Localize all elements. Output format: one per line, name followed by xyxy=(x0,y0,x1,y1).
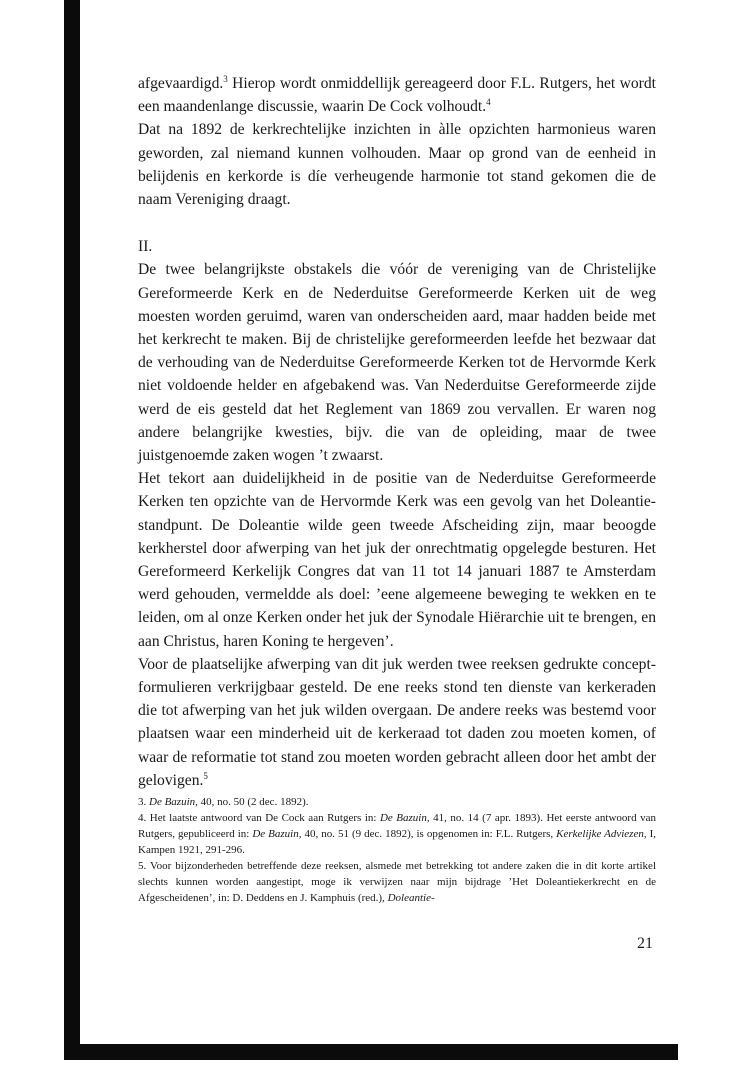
paragraph: afgevaardigd.$^3$ Hierop wordt onmiddellijk gereageerd door F.L. Rutgers, het wordt een maandenlange discussie, waarin De Cock volhoudt.$^4$ xyxy=(138,74,656,116)
footnote: 5. Voor bijzonderheden betreffende deze reeksen, alsmede met betrekking tot andere zaken die in dit korte artikel slechts kunnen worden aangestipt, moge ik verwijzen naar mijn bijdrage ’Het Doleantiekerkrecht en de Afgescheidenen’, in: D. Deddens en J. Kamphuis (red.), Doleantie- xyxy=(138,860,656,904)
footnote-ref[interactable]: 4 xyxy=(486,97,491,108)
paragraph: Voor de plaatselijke afwerping van dit juk werden twee reeksen gedrukte concept-formulieren verkrijgbaar gesteld. De ene reeks stond ten dienste van kerkeraden die tot afwerping van het juk wilden overgaan. De andere reeks was bestemd voor plaatsen waar een minderheid uit de kerkeraad tot daden zou moeten komen, of waar de reformatie tot stand zou moeten worden gebracht alleen door het ambt der gelovigen.$^5$ xyxy=(138,655,656,789)
scan-edge-left xyxy=(64,0,80,1058)
footnote: 4. Het laatste antwoord van De Cock aan Rutgers in: De Bazuin, 41, no. 14 (7 apr. 1893). Het eerste antwoord van Rutgers, gepubliceerd in: De Bazuin, 40, no. 51 (9 dec. 1892), is opgenomen in: F.L. Rutgers, Kerkelijke Adviezen, I, Kampen 1921, 291-296. xyxy=(138,812,656,856)
paragraph: Het tekort aan duidelijkheid in de positie van de Nederduitse Gereformeerde Kerken ten opzichte van de Hervormde Kerk was een gevolg van het Doleantie-standpunt. De Doleantie wilde geen tweede Afscheiding zijn, maar beoogde kerkherstel door afwerping van het juk der onrechtmatig opgelegde besturen. Het Gereformeerd Kerkelijk Congres dat van 11 tot 14 januari 1887 te Amsterdam werd gehouden, vermeldde als doel: ’eene algemeene beweging te wekken en te leiden, om al onze Kerken onder het juk der Synodale Hiërarchie uit te brengen, en aan Christus, haren Koning te hergeven’. xyxy=(138,470,656,650)
body-text xyxy=(138,72,656,792)
footnotes xyxy=(138,794,656,906)
footnote-ref[interactable]: 3 xyxy=(223,74,228,84)
scan-edge-bottom xyxy=(64,1044,678,1060)
paragraph: Dat na 1892 de kerkrechtelijke inzichten in àlle opzichten harmonieus waren geworden, zal niemand kunnen volhouden. Maar op grond van de eenheid in belijdenis en kerkorde is díe verheugende harmonie tot stand gekomen die de naam Vereniging draagt. xyxy=(138,121,656,209)
footnote-ref[interactable]: 5 xyxy=(203,770,208,781)
section-heading: II. xyxy=(138,238,153,256)
page-number: 21 xyxy=(637,935,653,952)
footnote: 3. De Bazuin, 40, no. 50 (2 dec. 1892). xyxy=(138,796,309,808)
paragraph: De twee belangrijkste obstakels die vóór de vereniging van de Christelijke Gereformeerde Kerk en de Nederduitse Gereformeerde Kerken uit de weg moesten worden geruimd, waren van onderscheiden aard, maar hadden beide met het kerkrecht te maken. Bij de christelijke gereformeerden leefde het bezwaar dat de verhouding van de Nederduitse Gereformeerde Kerken tot de Hervormde Kerk niet voldoende helder en afgebakend was. Van Nederduitse Gereformeerde zijde werd de eis gesteld dat het Reglement van 1869 zou vervallen. Er waren nog andere belangrijke kwesties, bijv. die van de opleiding, maar de twee juistgenoemde zaken wogen ’t zwaarst. xyxy=(138,261,656,465)
